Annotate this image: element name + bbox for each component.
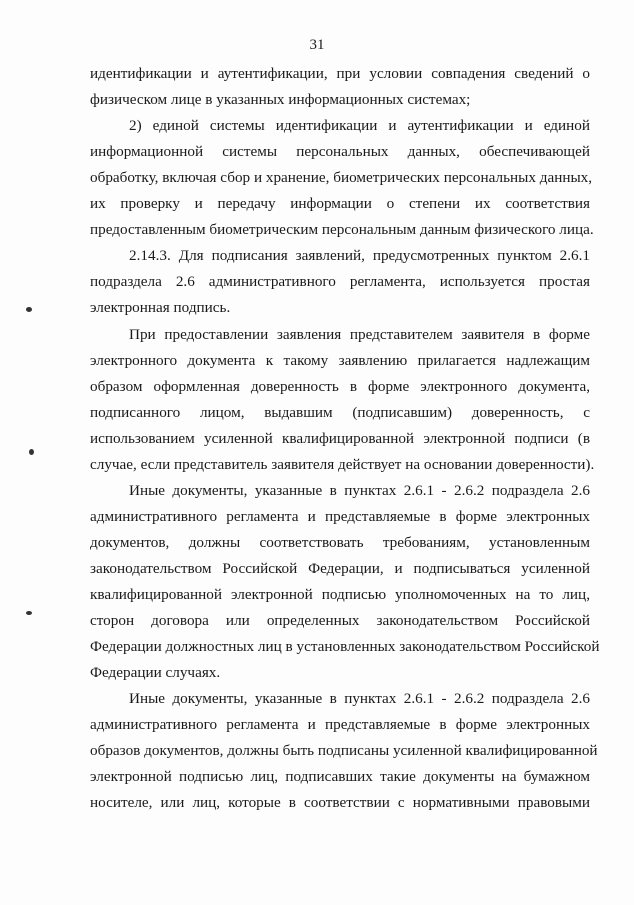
text-line: образов документов, должны быть подписаны усиленной квалифицированной (90, 742, 598, 759)
text-line: идентификации и аутентификации, при условии совпадения сведений о (90, 65, 590, 82)
text-line: использованием усиленной квалифицированной электронной подписи (в (90, 430, 590, 447)
text-line: административного регламента и представляемые в форме электронных (90, 716, 590, 733)
scan-speck (29, 449, 34, 455)
text-line: При предоставлении заявления представителем заявителя в форме (129, 326, 590, 343)
text-line: Федерации должностных лиц в установленных законодательством Российской (90, 638, 600, 655)
text-line: подраздела 2.6 административного регламента, используется простая (90, 273, 590, 290)
text-line: законодательством Российской Федерации, и подписываться усиленной (90, 560, 590, 577)
text-line: случае, если представитель заявителя действует на основании доверенности). (90, 456, 595, 473)
text-line: документов, должны соответствовать требованиям, установленным (90, 534, 590, 551)
text-line: обработку, включая сбор и хранение, биометрических персональных данных, (90, 169, 593, 186)
text-line: электронного документа к такому заявлению прилагается надлежащим (90, 352, 590, 369)
text-line: образом оформленная доверенность в форме электронного документа, (90, 378, 590, 395)
text-line: носителе, или лиц, которые в соответствии с нормативными правовыми (90, 794, 590, 811)
text-line: квалифицированной электронной подписью уполномоченных на то лиц, (90, 586, 590, 603)
scan-speck (26, 611, 32, 615)
text-line: электронная подпись. (90, 299, 231, 316)
text-line: электронной подписью лиц, подписавших такие документы на бумажном (90, 768, 590, 785)
scan-speck (26, 307, 32, 312)
text-line: 2.14.3. Для подписания заявлений, предусмотренных пунктом 2.6.1 (129, 247, 590, 264)
text-line: сторон договора или определенных законодательством Российской (90, 612, 590, 629)
text-line: Федерации случаях. (90, 664, 221, 681)
page-number: 31 (309, 37, 325, 53)
text-line: предоставленным биометрическим персональным данным физического лица. (90, 221, 594, 238)
text-line: Иные документы, указанные в пунктах 2.6.1 - 2.6.2 подраздела 2.6 (129, 482, 590, 499)
text-line: физическом лице в указанных информационных системах; (90, 91, 471, 108)
text-line: информационной системы персональных данных, обеспечивающей (90, 143, 590, 160)
text-line: 2) единой системы идентификации и аутентификации и единой (129, 117, 590, 134)
text-line: административного регламента и представляемые в форме электронных (90, 508, 590, 525)
text-line: их проверку и передачу информации о степени их соответствия (90, 195, 590, 212)
text-line: Иные документы, указанные в пунктах 2.6.1 - 2.6.2 подраздела 2.6 (129, 690, 590, 707)
text-line: подписанного лицом, выдавшим (подписавшим) доверенность, с (90, 404, 590, 421)
